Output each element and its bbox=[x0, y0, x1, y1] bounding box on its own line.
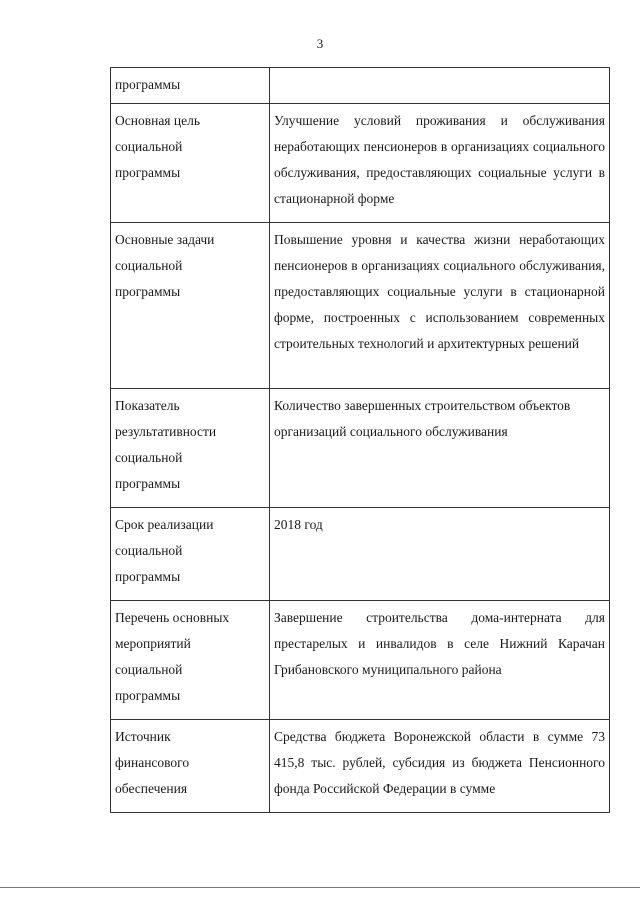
program-passport-table bbox=[110, 67, 610, 813]
row-label: Срок реализации социальной программы bbox=[115, 517, 214, 584]
row-label: Показатель результативности социальной программы bbox=[115, 398, 217, 491]
table-row bbox=[111, 389, 610, 508]
row-value: Завершение строительства дома-интерната для престарелых и инвалидов в селе Нижний Карачан Грибановского муниципального района bbox=[274, 610, 605, 677]
page-bottom-divider bbox=[0, 887, 640, 888]
table-row bbox=[111, 104, 610, 223]
row-label-cell bbox=[111, 104, 270, 223]
row-label: Основные задачи социальной программы bbox=[115, 232, 215, 299]
row-label: Источник финансового обеспечения bbox=[115, 729, 190, 796]
row-value: Повышение уровня и качества жизни неработающих пенсионеров в организациях социального обслуживания, предоставляющих социальные услуги в стационарной форме, построенных с использованием современных строительных технологий и архитектурных решений bbox=[274, 232, 605, 351]
row-value-cell bbox=[270, 389, 610, 508]
row-label-cell bbox=[111, 389, 270, 508]
row-value-cell bbox=[270, 601, 610, 720]
row-label-cell bbox=[111, 508, 270, 601]
row-label-cell bbox=[111, 68, 270, 104]
table-row bbox=[111, 68, 610, 104]
page-number: 3 bbox=[316, 36, 324, 51]
table-row bbox=[111, 601, 610, 720]
row-value: Средства бюджета Воронежской области в сумме 73 415,8 тыс. рублей, субсидия из бюджета Пенсионного фонда Российской Федерации в сумме bbox=[274, 729, 605, 796]
table-row bbox=[111, 508, 610, 601]
row-label-cell bbox=[111, 601, 270, 720]
row-value-cell bbox=[270, 720, 610, 813]
table-row bbox=[111, 223, 610, 389]
row-value-cell bbox=[270, 508, 610, 601]
row-label: Перечень основных мероприятий социальной программы bbox=[115, 610, 230, 703]
row-value-cell bbox=[270, 104, 610, 223]
row-value-cell bbox=[270, 223, 610, 389]
row-label: Основная цель социальной программы bbox=[115, 113, 201, 180]
row-value-cell bbox=[270, 68, 610, 104]
row-label-cell bbox=[111, 720, 270, 813]
row-value: Улучшение условий проживания и обслуживания неработающих пенсионеров в организациях социального обслуживания, предоставляющих социальные услуги в стационарной форме bbox=[274, 113, 605, 206]
row-value: 2018 год bbox=[274, 517, 323, 532]
row-value: Количество завершенных строительством объектов организаций социального обслуживания bbox=[274, 398, 571, 439]
row-label-cell bbox=[111, 223, 270, 389]
table-row bbox=[111, 720, 610, 813]
row-label: программы bbox=[115, 77, 181, 92]
